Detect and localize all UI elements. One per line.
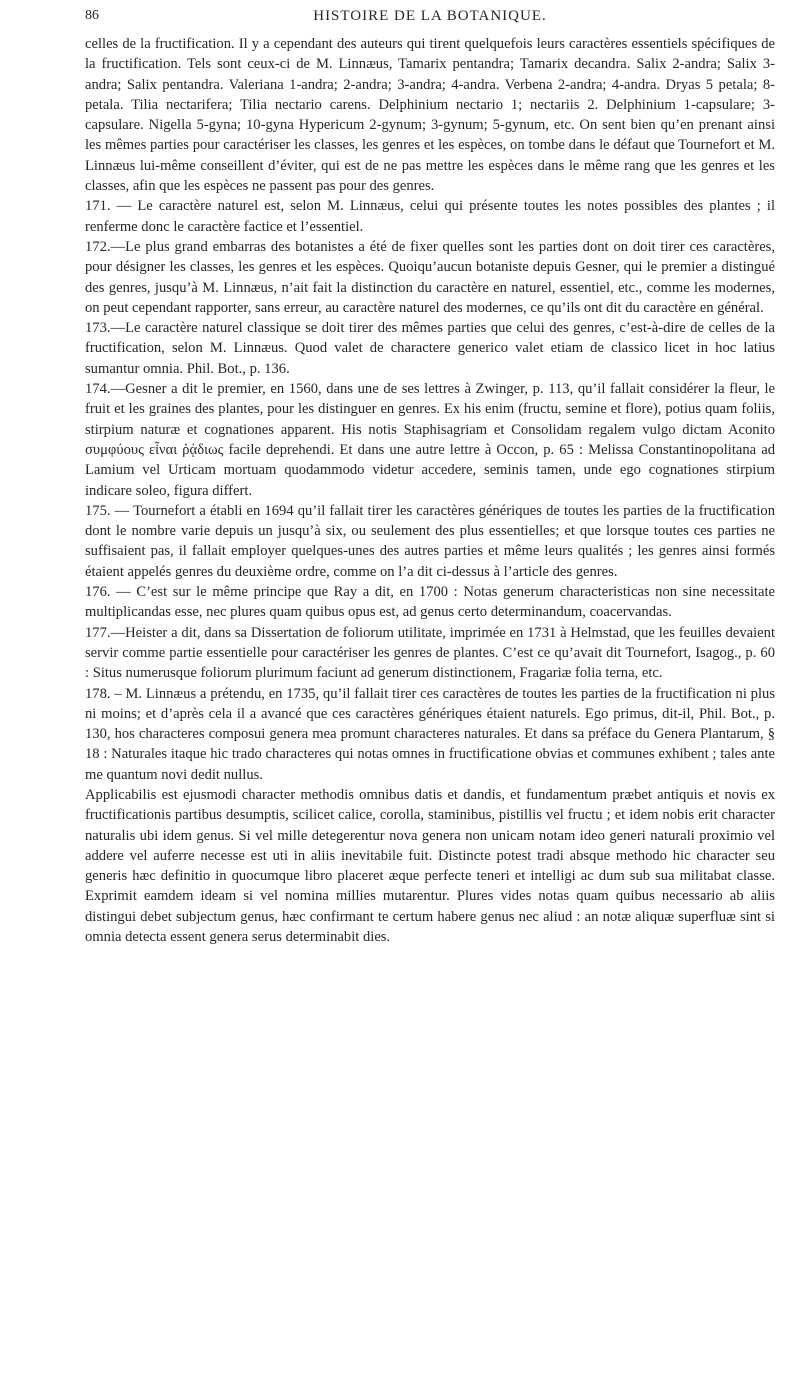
paragraph-173: 173.—Le caractère naturel classique se doit tirer des mêmes parties que celui des genres, c’est-à-dire de celles de la fructification, selon M. Linnæus. Quod valet de charactere generico valet etiam de classico licet in hoc latius sumantur omnia. Phil. Bot., p. 136. bbox=[85, 320, 775, 377]
paragraph-174: 174.—Gesner a dit le premier, en 1560, dans une de ses lettres à Zwinger, p. 113, qu’il fallait considérer la fleur, le fruit et les graines des plantes, pour les distinguer en genres. Ex his enim (fructu, semine et flore), potius quam foliis, stirpium naturæ et cognationes apparent. His notis Staphisagriam et Consolidam regalem vulgo dictam Aconito συμφύους εἶναι ῥᾴδιως facile deprehendi. Et dans une autre lettre à Occon, p. 65 : Melissa Constantinopolitana ad Lamium vel Urticam mortuam quodammodo videtur accedere, seminis tamen, unde ego cognationes stirpium indicare soleo, figura differt. bbox=[85, 381, 775, 499]
paragraph-178: 178. – M. Linnæus a prétendu, en 1735, qu’il fallait tirer ces caractères de toutes les parties de la fructification ni plus ni moins; et d’après cela il a avancé que ces caractères génériques étaient naturels. Ego primus, dit-il, Phil. Bot., p. 130, hos characteres composui genera mea promunt characteres naturales. Et dans sa préface du Genera Plantarum, § 18 : Naturales itaque hic trado characteres qui notas omnes in fructificatione obvias et communes exhibent ; tales ante me quantum novi dedit nullus. bbox=[85, 685, 775, 783]
page-number: 86 bbox=[85, 8, 99, 23]
paragraph-intro: celles de la fructification. Il y a cependant des auteurs qui tirent quelquefois leurs caractères essentiels spécifiques de la fructification. Tels sont ceux-ci de M. Linnæus, Tamarix pentandra; Tamarix decandra. Salix 2-andra; Salix 3-andra; Salix pentandra. Valeriana 1-andra; 2-andra; 3-andra; 4-andra. Verbena 2-andra; 4-andra. Dryas 5 petala; 8-petala. Tilia nectarifera; Tilia nectario carens. Delphinium nectario 1; nectariis 2. Delphinium 1-capsulare; 3-capsulare. Nigella 5-gyna; 10-gyna Hypericum 2-gynum; 3-gynum; 5-gynum, etc. On sent bien qu’en prenant ainsi les mêmes parties pour caractériser les classes, les genres et les espèces, on tombe dans le défaut que Tournefort et M. Linnæus lui-même conseillent d’éviter, qui est de ne pas mettre les espèces dans le même rang que les genres et les classes, afin que les espèces ne passent pas pour des genres. bbox=[85, 36, 775, 195]
paragraph-171: 171. — Le caractère naturel est, selon M. Linnæus, celui qui présente toutes les notes possibles des plantes ; il renferme donc le caractère factice et l’essentiel. bbox=[85, 198, 775, 235]
paragraph-177: 177.—Heister a dit, dans sa Dissertation de foliorum utilitate, imprimée en 1731 à Helmstad, que les feuilles devaient servir comme partie essentielle pour caractériser les genres de plantes. C’est ce qu’avait dit Tournefort, Isagog., p. 60 : Situs numerusque foliorum plurimum faciunt ad generum distinctionem, Fragariæ folia terna, etc. bbox=[85, 624, 775, 682]
running-title: HISTOIRE DE LA BOTANIQUE. bbox=[313, 8, 547, 24]
paragraph-172: 172.—Le plus grand embarras des botanistes a été de fixer quelles sont les parties dont on doit tirer ces caractères, pour désigner les classes, les genres et les espèces. Quoiqu’aucun botaniste depuis Gesner, qui le premier a distingué des genres, jusqu’à M. Linnæus, n’ait fait la distinction du caractère en naturel, essentiel, etc., comme les modernes, on peut cependant rapporter, sans erreur, au caractère naturel des modernes, ce qu’ils ont dit du caractère en général. bbox=[85, 238, 775, 316]
paragraph-176: 176. — C’est sur le même principe que Ray a dit, en 1700 : Notas generum characteristicas non sine necessitate multiplicandas esse, nec plures quam quibus opus est, ad genus certo determinandum, coacervandas. bbox=[85, 584, 775, 621]
paragraph-latin-quote: Applicabilis est ejusmodi character methodis omnibus datis et dandis, et fundamentum præbet antiquis et novis ex fructificationis partibus desumptis, scilicet calice, corolla, staminibus, pistillis vel fructu ; et idem nobis erit character naturalis ubi idem genus. Si vel mille detegerentur nova genera non unicam notam ideo generi naturali proximio vel addere vel auferre necesse est uti in aliis inevitabile fuit. Distincte potest tradi absque methodo hic character seu generis hæc definitio in quocumque libro placeret æque perfecte teneri et intelligi ac dum sub sua militabat classe. Exprimit eamdem ideam si vel nomina millies mutarentur. Plures vides notas quam quibus necessario ab aliis distingui debet subjectum genus, hæc confirmant te certum habere genus nec aliud : an notæ aliquæ superfluæ sint si omnia detecta essent genera serus determinabit dies. bbox=[85, 786, 775, 946]
body-text bbox=[85, 34, 775, 947]
paragraph-175: 175. — Tournefort a établi en 1694 qu’il fallait tirer les caractères génériques de toutes les parties de la fructification dont le nombre varie depuis un jusqu’à six, ou seulement des plus essentielles; et que lorsque toutes ces parties ne suffisaient pas, il fallait employer quelques-unes des autres parties et même leurs qualités ; les genres ainsi formés étaient appelés genres du deuxième ordre, comme on l’a dit ci-dessus à l’article des genres. bbox=[85, 502, 775, 580]
page-header bbox=[85, 8, 775, 30]
